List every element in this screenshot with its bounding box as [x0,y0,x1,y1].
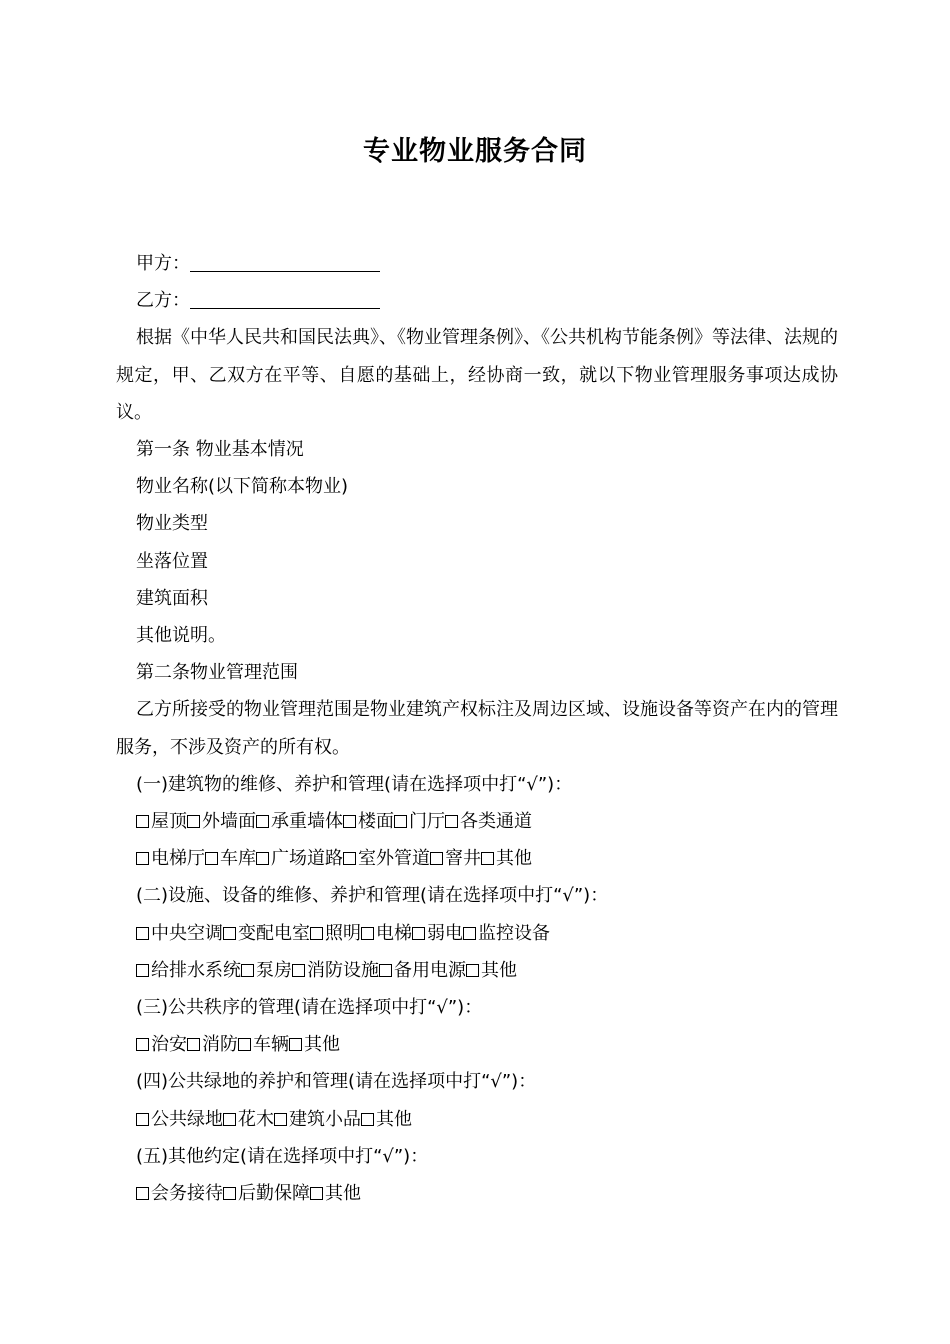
checkbox-icon[interactable] [274,1113,287,1126]
checkbox-option[interactable] [223,1183,310,1204]
checkbox-row [116,840,838,877]
checkbox-icon[interactable] [223,1113,236,1126]
checkbox-option[interactable] [343,848,430,869]
section-heading: (二)设施、设备的维修、养护和管理(请在选择项中打“√”)： [136,885,609,907]
checkbox-label: 治安 [151,1034,187,1056]
checkbox-icon[interactable] [136,852,149,865]
party-b-blank [190,290,380,309]
checkbox-icon[interactable] [379,964,392,977]
checkbox-option[interactable] [361,923,412,944]
party-a-label: 甲方： [136,253,190,274]
document-title: 专业物业服务合同 [363,136,587,167]
checkbox-label: 其他 [304,1034,340,1056]
checkbox-icon[interactable] [445,815,458,828]
checkbox-option[interactable] [238,1034,289,1055]
checkbox-option[interactable] [394,811,445,832]
checkbox-row [116,1101,838,1138]
section-heading: (五)其他约定(请在选择项中打“√”)： [136,1145,429,1167]
checkbox-label: 广场道路 [271,848,343,870]
section-heading: (一)建筑物的维修、养护和管理(请在选择项中打“√”)： [136,773,573,795]
checkbox-option[interactable] [187,1034,238,1055]
checkbox-icon[interactable] [292,964,305,977]
checkbox-label: 其他 [325,1183,361,1205]
checkbox-icon[interactable] [481,852,494,865]
checkbox-icon[interactable] [412,927,425,940]
article1-item: 物业类型 [136,513,208,535]
checkbox-option[interactable] [136,960,241,981]
checkbox-option[interactable] [430,848,481,869]
checkbox-label: 消防设施 [307,959,379,981]
checkbox-option[interactable] [310,1183,361,1204]
checkbox-option[interactable] [310,923,361,944]
checkbox-icon[interactable] [256,815,269,828]
checkbox-label: 照明 [325,922,361,944]
checkbox-option[interactable] [412,923,463,944]
checkbox-icon[interactable] [136,964,149,977]
checkbox-option[interactable] [256,848,343,869]
checkbox-option[interactable] [466,960,517,981]
checkbox-option[interactable] [205,848,256,869]
checkbox-label: 监控设备 [478,922,550,944]
checkbox-icon[interactable] [343,852,356,865]
checkbox-row [116,1026,838,1063]
checkbox-label: 承重墙体 [271,811,343,833]
checkbox-label: 门厅 [409,811,445,833]
checkbox-label: 消防 [202,1034,238,1056]
checkbox-icon[interactable] [241,964,254,977]
checkbox-icon[interactable] [136,1113,149,1126]
checkbox-icon[interactable] [256,852,269,865]
checkbox-icon[interactable] [430,852,443,865]
checkbox-label: 备用电源 [394,959,466,981]
checkbox-label: 屋顶 [151,811,187,833]
article2-scope-paragraph: 乙方所接受的物业管理范围是物业建筑产权标注及周边区域、设施设备等资产在内的管理服务，不涉及资产的所有权。 [116,699,838,758]
checkbox-label: 室外管道 [358,848,430,870]
checkbox-icon[interactable] [310,927,323,940]
checkbox-icon[interactable] [136,927,149,940]
checkbox-icon[interactable] [187,1038,200,1051]
checkbox-option[interactable] [343,811,394,832]
checkbox-option[interactable] [289,1034,340,1055]
checkbox-icon[interactable] [310,1187,323,1200]
checkbox-label: 电梯厅 [151,848,205,870]
checkbox-label: 变配电室 [238,922,310,944]
checkbox-label: 各类通道 [460,811,532,833]
checkbox-option[interactable] [223,1109,274,1130]
intro-paragraph: 根据《中华人民共和国民法典》、《物业管理条例》、《公共机构节能条例》等法律、法规的规定，甲、乙双方在平等、自愿的基础上，经协商一致，就以下物业管理服务事项达成协议。 [116,327,838,423]
checkbox-label: 车辆 [253,1034,289,1056]
checkbox-option[interactable] [136,923,223,944]
checkbox-option[interactable] [136,1183,223,1204]
checkbox-icon[interactable] [361,927,374,940]
checkbox-option[interactable] [241,960,292,981]
checkbox-label: 楼面 [358,811,394,833]
checkbox-label: 后勤保障 [238,1183,310,1205]
checkbox-icon[interactable] [136,1038,149,1051]
checkbox-label: 其他 [376,1108,412,1130]
checkbox-option[interactable] [223,923,310,944]
checkbox-label: 中央空调 [151,922,223,944]
checkbox-icon[interactable] [205,852,218,865]
checkbox-icon[interactable] [136,815,149,828]
checkbox-option[interactable] [274,1109,361,1130]
checkbox-icon[interactable] [463,927,476,940]
checkbox-option[interactable] [187,811,256,832]
checkbox-label: 弱电 [427,922,463,944]
checkbox-option[interactable] [445,811,532,832]
checkbox-icon[interactable] [187,815,200,828]
checkbox-option[interactable] [136,1034,187,1055]
checkbox-option[interactable] [292,960,379,981]
checkbox-label: 其他 [481,959,517,981]
section-heading: (三)公共秩序的管理(请在选择项中打“√”)： [136,997,483,1019]
checkbox-label: 建筑小品 [289,1108,361,1130]
checkbox-row [116,915,838,952]
article2-sections [116,766,838,1212]
checkbox-row [116,803,838,840]
checkbox-option[interactable] [136,811,187,832]
checkbox-icon[interactable] [361,1113,374,1126]
checkbox-label: 电梯 [376,922,412,944]
checkbox-row [116,1175,838,1212]
checkbox-option[interactable] [136,848,205,869]
article1-item: 物业名称(以下简称本物业) [136,476,349,498]
checkbox-option[interactable] [481,848,532,869]
article2-heading: 第二条物业管理范围 [136,662,298,684]
party-a-blank [190,253,380,272]
checkbox-label: 窨井 [445,848,481,870]
checkbox-label: 给排水系统 [151,959,241,981]
checkbox-row [116,952,838,989]
checkbox-label: 车库 [220,848,256,870]
party-b-line [116,282,838,319]
checkbox-option[interactable] [463,923,550,944]
checkbox-option[interactable] [136,1109,223,1130]
checkbox-icon[interactable] [136,1187,149,1200]
checkbox-icon[interactable] [394,815,407,828]
checkbox-label: 泵房 [256,959,292,981]
checkbox-label: 其他 [496,848,532,870]
checkbox-label: 外墙面 [202,811,256,833]
checkbox-option[interactable] [379,960,466,981]
party-b-label: 乙方： [136,290,190,312]
checkbox-icon[interactable] [289,1038,302,1051]
checkbox-icon[interactable] [223,1187,236,1200]
article1-item: 坐落位置 [136,550,208,572]
document-body [116,245,838,1212]
article1-item: 建筑面积 [136,587,208,609]
section-heading: (四)公共绿地的养护和管理(请在选择项中打“√”)： [136,1071,537,1093]
checkbox-icon[interactable] [466,964,479,977]
checkbox-icon[interactable] [343,815,356,828]
checkbox-option[interactable] [256,811,343,832]
party-a-line [116,245,838,282]
checkbox-option[interactable] [361,1109,412,1130]
checkbox-label: 花木 [238,1108,274,1130]
checkbox-label: 公共绿地 [151,1108,223,1130]
article1-heading: 第一条 物业基本情况 [136,439,304,461]
checkbox-icon[interactable] [223,927,236,940]
article1-item: 其他说明。 [136,625,226,647]
checkbox-icon[interactable] [238,1038,251,1051]
checkbox-label: 会务接待 [151,1183,223,1205]
